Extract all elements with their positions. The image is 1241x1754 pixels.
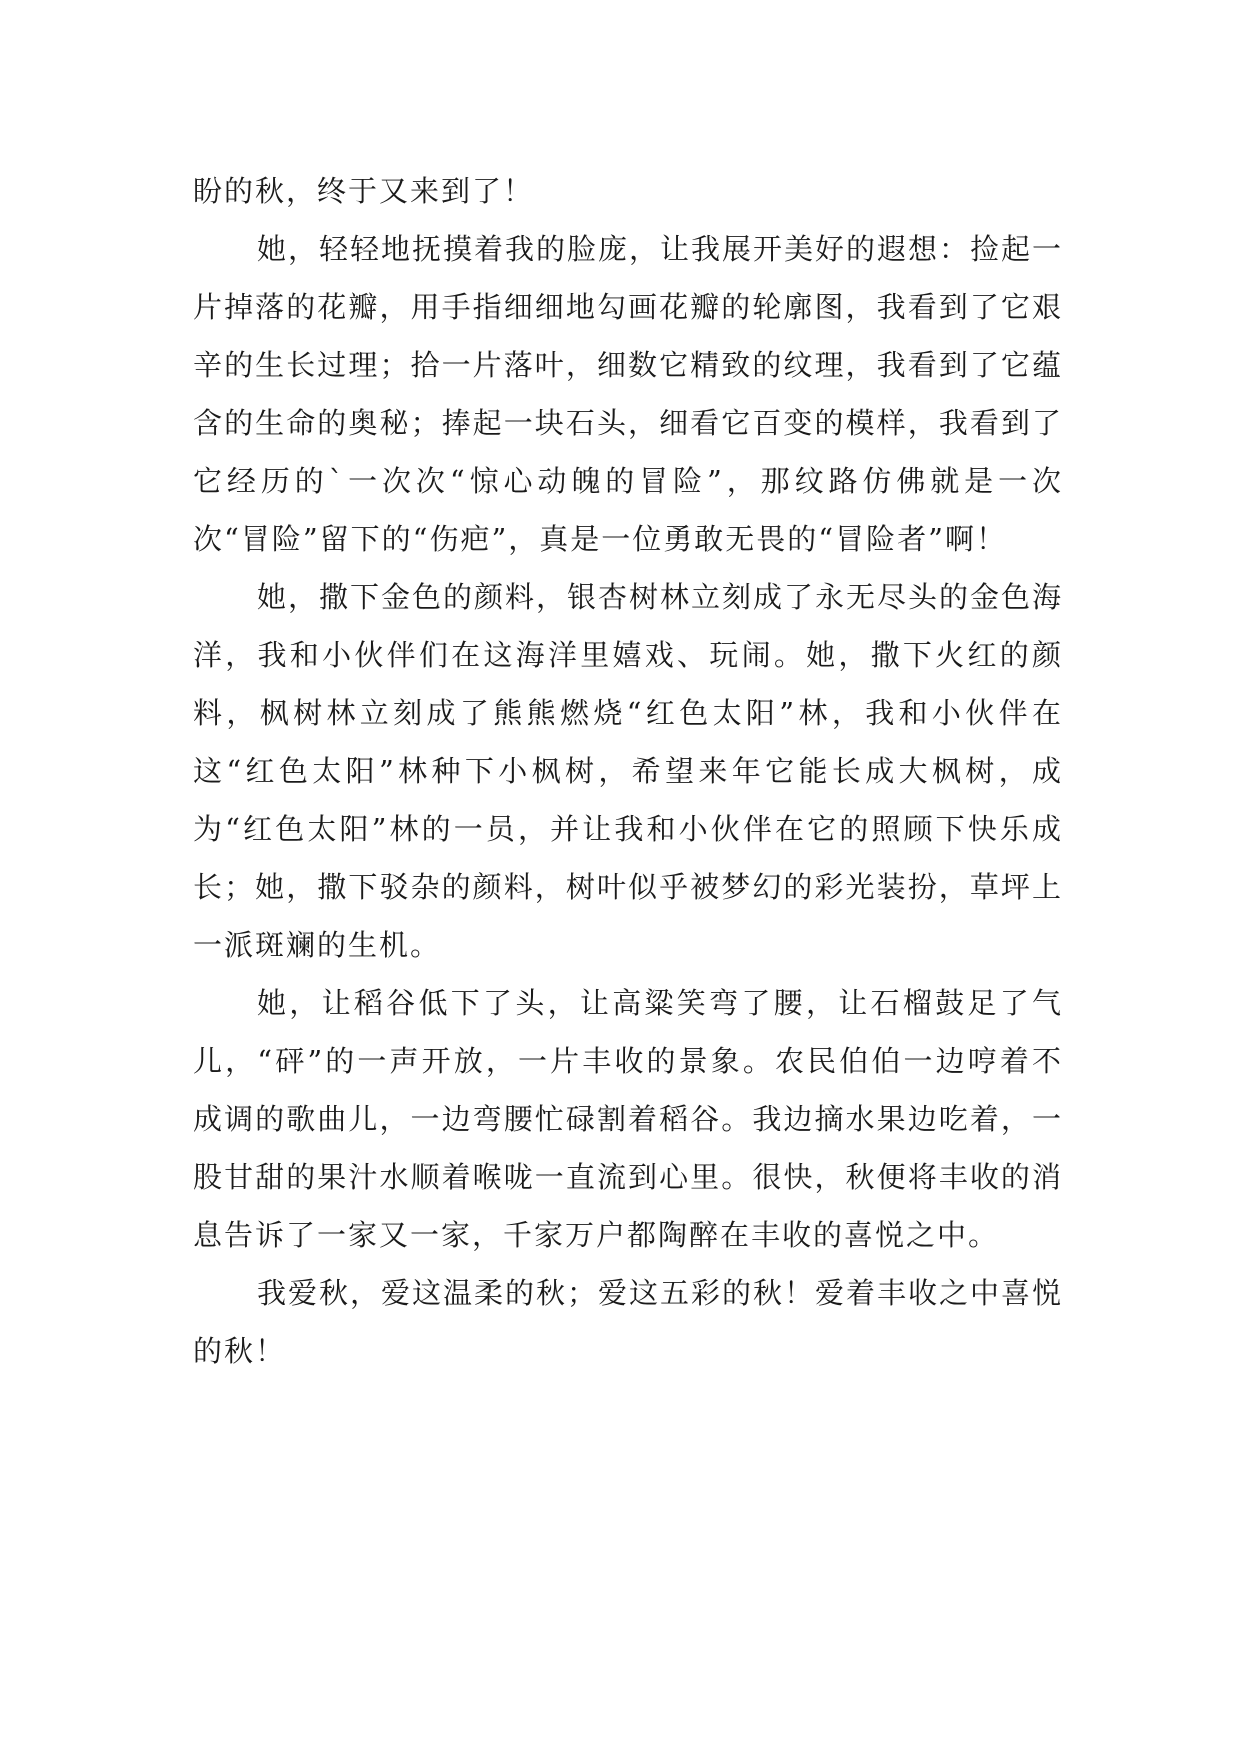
paragraph-continuation: 盼的秋，终于又来到了！ <box>193 174 535 208</box>
paragraph-imagination: 她，轻轻地抚摸着我的脸庞，让我展开美好的遐想：捡起一片掉落的花瓣，用手指细细地勾画花瓣的轮廓图，我看到了它艰辛的生长过理；拾一片落叶，细数它精致的纹理，我看到了它蕴含的生命的奥秘；捧起一块石头，细看它百变的模样，我看到了它经历的`一次次“惊心动魄的冒险”，那纹路仿佛就是一次次“冒险”留下的“伤疤”，真是一位勇敢无畏的“冒险者”啊！ <box>193 232 1064 556</box>
paragraph-conclusion: 我爱秋，爱这温柔的秋；爱这五彩的秋！爱着丰收之中喜悦的秋！ <box>193 1276 1064 1368</box>
paragraph-colors: 她，撒下金色的颜料，银杏树林立刻成了永无尽头的金色海洋，我和小伙伴们在这海洋里嬉戏、玩闹。她，撒下火红的颜料，枫树林立刻成了熊熊燃烧“红色太阳”林，我和小伙伴在这“红色太阳”林种下小枫树，希望来年它能长成大枫树，成为“红色太阳”林的一员，并让我和小伙伴在它的照顾下快乐成长；她，撒下驳杂的颜料，树叶似乎被梦幻的彩光装扮，草坪上一派斑斓的生机。 <box>193 580 1064 962</box>
essay-body <box>193 162 1063 1380</box>
paragraph-harvest: 她，让稻谷低下了头，让高粱笑弯了腰，让石榴鼓足了气儿，“砰”的一声开放，一片丰收的景象。农民伯伯一边哼着不成调的歌曲儿，一边弯腰忙碌割着稻谷。我边摘水果边吃着，一股甘甜的果汁水顺着喉咙一直流到心里。很快，秋便将丰收的消息告诉了一家又一家，千家万户都陶醉在丰收的喜悦之中。 <box>193 986 1063 1252</box>
